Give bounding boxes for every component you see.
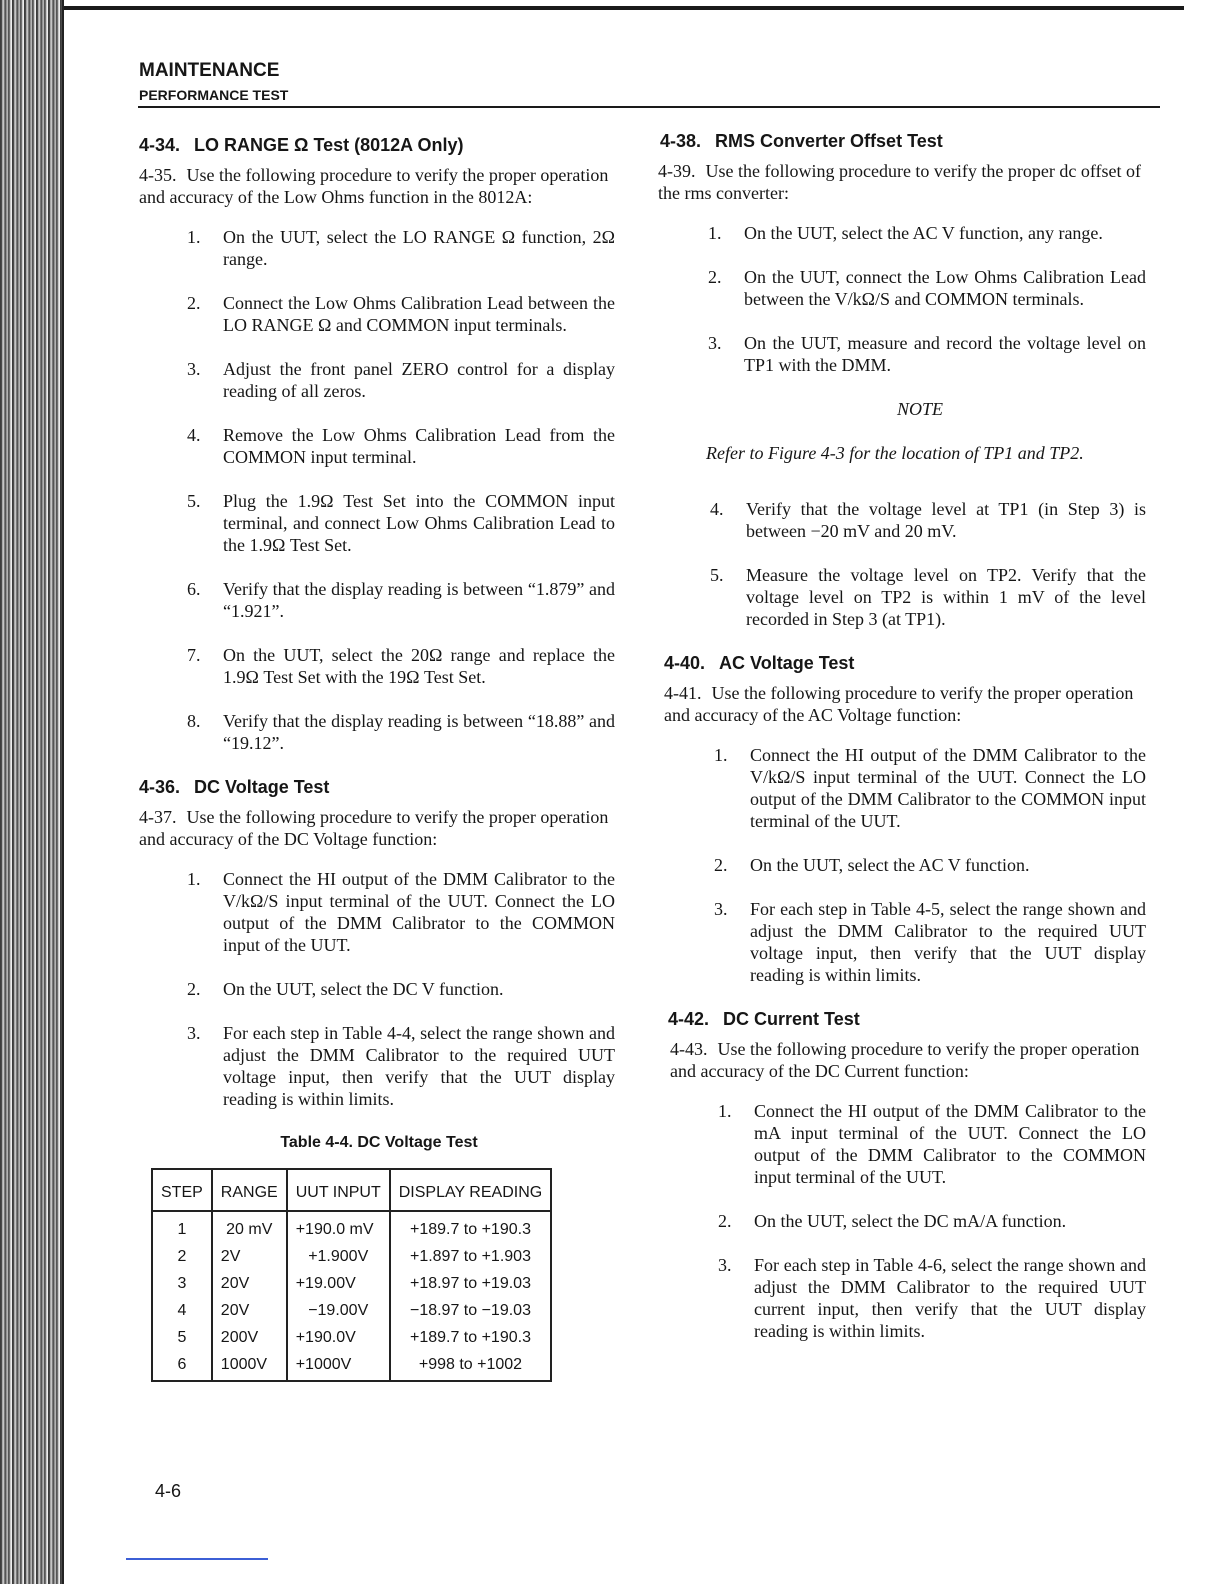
dc-voltage-table [151, 1168, 552, 1382]
step-number: 1. [714, 745, 728, 765]
column-header: RANGE [212, 1169, 287, 1211]
list-item [666, 854, 1150, 876]
table-cell: +18.97 to +19.03 [390, 1270, 551, 1297]
table-cell: 1000V [212, 1351, 287, 1381]
step-text: On the UUT, select the AC V function. [750, 855, 1030, 875]
column-header: STEP [152, 1169, 212, 1211]
step-text: Connect the HI output of the DMM Calibrator to the V/kΩ/S input terminal of the UUT. Connect the LO output of the DMM Calibrator to the COMMON input terminal of the UUT. [750, 745, 1146, 831]
step-number: 3. [708, 333, 722, 353]
header-title: MAINTENANCE [139, 60, 280, 81]
paragraph-number: 4-35. [139, 165, 177, 185]
section-title: DC Voltage Test [194, 777, 330, 797]
step-text: On the UUT, connect the Low Ohms Calibration Lead between the V/kΩ/S and COMMON terminals. [744, 267, 1146, 309]
section-number: 4-42. [668, 1009, 710, 1029]
step-text: Plug the 1.9Ω Test Set into the COMMON input terminal, and connect Low Ohms Calibration Lead to the 1.9Ω Test Set. [223, 491, 615, 555]
section-heading [664, 652, 1150, 674]
step-text: Measure the voltage level on TP2. Verify that the voltage level on TP2 is within 1 mV of the level recorded in Step 3 (at TP1). [746, 565, 1146, 629]
step-number: 5. [187, 491, 201, 511]
table-caption: Table 4-4. DC Voltage Test [280, 1134, 478, 1151]
section-number: 4-34. [139, 135, 181, 155]
left-column [139, 134, 619, 1382]
section-title: RMS Converter Offset Test [715, 131, 943, 151]
step-number: 2. [714, 855, 728, 875]
paragraph-text: Use the following procedure to verify the proper operation and accuracy of the DC Current function: [670, 1039, 1140, 1081]
list-item [662, 564, 1150, 630]
list-item [139, 868, 619, 956]
table-cell: 2V [212, 1243, 287, 1270]
step-text: On the UUT, select the DC mA/A function. [754, 1211, 1067, 1231]
paragraph [139, 164, 619, 208]
step-number: 8. [187, 711, 201, 731]
step-text: Connect the HI output of the DMM Calibrator to the mA input terminal of the UUT. Connect the LO output of the DMM Calibrator to the COMMON input terminal of the UUT. [754, 1101, 1146, 1187]
paragraph [139, 806, 619, 850]
section-title: AC Voltage Test [719, 653, 855, 673]
table-cell: −19.00V [287, 1297, 390, 1324]
table-cell: 20 mV [212, 1211, 287, 1243]
list-item [139, 978, 619, 1000]
header-subtitle: PERFORMANCE TEST [139, 87, 289, 103]
list-item [139, 490, 619, 556]
paragraph-number: 4-43. [670, 1039, 708, 1059]
list-item [139, 292, 619, 336]
list-item [666, 898, 1150, 986]
column-header: DISPLAY READING [390, 1169, 551, 1211]
scan-edge-line [62, 0, 64, 1584]
table-cell: +1000V [287, 1351, 390, 1381]
table-cell: +1.900V [287, 1243, 390, 1270]
step-list [666, 744, 1150, 986]
table-cell: 20V [212, 1297, 287, 1324]
table-row [152, 1243, 551, 1270]
list-item [660, 332, 1150, 376]
section-heading [668, 1008, 1150, 1030]
page-number: 4-6 [155, 1481, 182, 1501]
step-text: Verify that the voltage level at TP1 (in Step 3) is between −20 mV and 20 mV. [746, 499, 1146, 541]
section-number: 4-40. [664, 653, 706, 673]
paragraph-number: 4-39. [658, 161, 696, 181]
header-rule [138, 106, 1160, 108]
table-row [152, 1270, 551, 1297]
step-number: 3. [714, 899, 728, 919]
step-text: On the UUT, select the 20Ω range and replace the 1.9Ω Test Set with the 19Ω Test Set. [223, 645, 615, 687]
table-cell: 1 [152, 1211, 212, 1243]
list-item [139, 358, 619, 402]
step-text: Connect the HI output of the DMM Calibrator to the V/kΩ/S input terminal of the UUT. Connect the LO output of the DMM Calibrator to the COMMON input of the UUT. [223, 869, 615, 955]
step-text: On the UUT, select the AC V function, any range. [744, 223, 1103, 243]
table-row [152, 1324, 551, 1351]
paragraph [664, 682, 1150, 726]
step-number: 2. [708, 267, 722, 287]
table-cell: +19.00V [287, 1270, 390, 1297]
step-number: 3. [718, 1255, 732, 1275]
step-number: 4. [710, 499, 724, 519]
step-number: 2. [187, 293, 201, 313]
scan-binding-edge [0, 0, 62, 1584]
table-cell: 2 [152, 1243, 212, 1270]
paragraph [658, 160, 1150, 204]
table-row [152, 1211, 551, 1243]
bottom-rule [126, 1558, 268, 1560]
step-text: Adjust the front panel ZERO control for a display reading of all zeros. [223, 359, 615, 401]
step-list [139, 868, 619, 1110]
list-item [139, 424, 619, 468]
table-cell: +190.0 mV [287, 1211, 390, 1243]
step-text: Remove the Low Ohms Calibration Lead from the COMMON input terminal. [223, 425, 615, 467]
paragraph-text: Use the following procedure to verify the proper operation and accuracy of the Low Ohms function in the 8012A: [139, 165, 609, 207]
table-cell: 5 [152, 1324, 212, 1351]
list-item [660, 266, 1150, 310]
paragraph [670, 1038, 1150, 1082]
table-cell: +190.0V [287, 1324, 390, 1351]
list-item [139, 578, 619, 622]
table-header-row [152, 1169, 551, 1211]
paragraph-number: 4-37. [139, 807, 177, 827]
step-number: 1. [187, 869, 201, 889]
list-item [670, 1210, 1150, 1232]
list-item [670, 1100, 1150, 1188]
list-item [670, 1254, 1150, 1342]
list-item [660, 222, 1150, 244]
table-cell: −18.97 to −19.03 [390, 1297, 551, 1324]
step-list [660, 222, 1150, 376]
table-cell: +1.897 to +1.903 [390, 1243, 551, 1270]
step-list [139, 226, 619, 754]
table-cell: 20V [212, 1270, 287, 1297]
column-header: UUT INPUT [287, 1169, 390, 1211]
section-title: DC Current Test [723, 1009, 860, 1029]
step-text: On the UUT, select the DC V function. [223, 979, 504, 999]
list-item [139, 644, 619, 688]
list-item [139, 710, 619, 754]
step-number: 3. [187, 359, 201, 379]
paragraph-text: Use the following procedure to verify the proper operation and accuracy of the AC Voltage function: [664, 683, 1134, 725]
step-number: 4. [187, 425, 201, 445]
step-text: For each step in Table 4-5, select the range shown and adjust the DMM Calibrator to the required UUT voltage input, then verify that the UUT display reading is within limits. [750, 899, 1146, 985]
step-text: For each step in Table 4-6, select the range shown and adjust the DMM Calibrator to the required UUT current input, then verify that the UUT display reading is within limits. [754, 1255, 1146, 1341]
section-title: LO RANGE Ω Test (8012A Only) [194, 135, 464, 155]
list-item [139, 1022, 619, 1110]
step-list [662, 498, 1150, 630]
section-number: 4-38. [660, 131, 702, 151]
table-cell: 6 [152, 1351, 212, 1381]
section-number: 4-36. [139, 777, 181, 797]
section-heading [139, 134, 619, 156]
step-text: For each step in Table 4-4, select the range shown and adjust the DMM Calibrator to the required UUT voltage input, then verify that the UUT display reading is within limits. [223, 1023, 615, 1109]
paragraph-text: Use the following procedure to verify the proper operation and accuracy of the DC Voltage function: [139, 807, 609, 849]
list-item [662, 498, 1150, 542]
step-number: 3. [187, 1023, 201, 1043]
step-number: 7. [187, 645, 201, 665]
table-cell: +189.7 to +190.3 [390, 1211, 551, 1243]
step-text: Verify that the display reading is between “18.88” and “19.12”. [223, 711, 615, 753]
step-text: On the UUT, select the LO RANGE Ω function, 2Ω range. [223, 227, 615, 269]
section-heading [660, 130, 1150, 152]
step-text: Verify that the display reading is between “1.879” and “1.921”. [223, 579, 615, 621]
paragraph-text: Use the following procedure to verify the proper dc offset of the rms converter: [658, 161, 1142, 203]
step-list [670, 1100, 1150, 1342]
right-column [650, 130, 1150, 1364]
top-rule [64, 6, 1184, 10]
list-item [666, 744, 1150, 832]
step-number: 2. [187, 979, 201, 999]
section-heading [139, 776, 619, 798]
table-cell: 200V [212, 1324, 287, 1351]
step-number: 5. [710, 565, 724, 585]
table-row [152, 1351, 551, 1381]
table-cell: 3 [152, 1270, 212, 1297]
note-title: NOTE [896, 399, 943, 419]
step-number: 1. [718, 1101, 732, 1121]
table-cell: +189.7 to +190.3 [390, 1324, 551, 1351]
paragraph-number: 4-41. [664, 683, 702, 703]
table-cell: +998 to +1002 [390, 1351, 551, 1381]
step-number: 1. [187, 227, 201, 247]
step-text: Connect the Low Ohms Calibration Lead between the LO RANGE Ω and COMMON input terminals. [223, 293, 615, 335]
step-number: 1. [708, 223, 722, 243]
list-item [139, 226, 619, 270]
note-text: Refer to Figure 4-3 for the location of TP1 and TP2. [706, 443, 1084, 463]
table-cell: 4 [152, 1297, 212, 1324]
step-number: 2. [718, 1211, 732, 1231]
step-text: On the UUT, measure and record the voltage level on TP1 with the DMM. [744, 333, 1146, 375]
step-number: 6. [187, 579, 201, 599]
table-row [152, 1297, 551, 1324]
